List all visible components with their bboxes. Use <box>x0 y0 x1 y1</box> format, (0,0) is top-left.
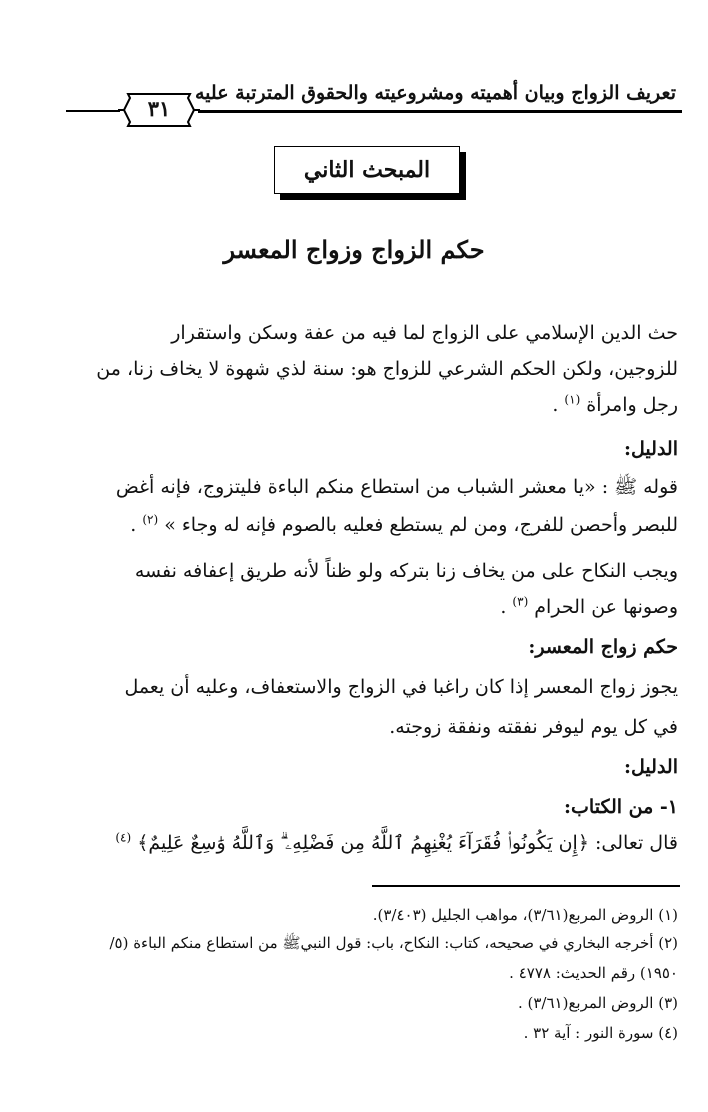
header-rule <box>198 110 682 113</box>
footnote-3: (٣) الروض المربع(٣/٦١) . <box>517 994 678 1012</box>
dalil-heading: الدليل: <box>624 756 678 778</box>
footnote-ref: (٢) <box>142 512 159 527</box>
page-number: ٣١ <box>147 96 171 121</box>
body-line: يجوز زواج المعسر إذا كان راغبا في الزواج والاستعفاف، وعليه أن يعمل <box>124 676 678 698</box>
section-heading: حكم زواج المعسر: <box>528 636 678 658</box>
body-text: . <box>552 394 559 416</box>
footnote-divider <box>372 885 680 887</box>
section-subheading: حكم الزواج وزواج المعسر <box>223 235 485 264</box>
quran-verse: ﴿إِن يَكُونُوا۟ فُقَرَآءَ يُغْنِهِمُ ٱللَّهُ مِن فَضْلِهِۦ ۗ وَٱللَّهُ وَٰسِعٌ عَلِيمٌ﴾ <box>137 832 589 854</box>
body-text: . <box>500 596 507 618</box>
body-text: وصونها عن الحرام <box>534 596 678 618</box>
footnote-4: (٤) سورة النور : آية ٣٢ . <box>523 1024 678 1042</box>
footnote-2-cont: ١٩٥٠) رقم الحديث: ٤٧٧٨ . <box>509 964 678 982</box>
footnote-ref: (٣) <box>512 594 529 609</box>
verse-intro: قال تعالى: <box>595 832 678 854</box>
body-line-footnoted <box>28 390 678 420</box>
body-line: للزوجين، ولكن الحكم الشرعي للزواج هو: سنة لذي شهوة لا يخاف زنا، من <box>96 358 678 380</box>
footnote-1: (١) الروض المربع(٣/٦١)، مواهب الجليل (٣/٤٠٣). <box>372 906 678 924</box>
footnote-ref: (١) <box>564 392 581 407</box>
body-text: . <box>130 514 137 536</box>
body-line: قوله ﷺ : «يا معشر الشباب من استطاع منكم الباءة فليتزوج، فإنه أغض <box>115 476 678 498</box>
body-line-footnoted <box>28 592 678 622</box>
verse-line <box>28 828 678 858</box>
list-item-heading: ١- من الكتاب: <box>564 796 678 818</box>
body-line-footnoted <box>28 510 678 540</box>
body-text: رجل وامرأة <box>586 394 678 416</box>
footnote-2: (٢) أخرجه البخاري في صحيحه، كتاب: النكاح، باب: قول النبيﷺ من استطاع منكم الباءة (٥/ <box>109 934 678 952</box>
body-line: في كل يوم ليوفر نفقته ونفقة زوجته. <box>389 716 678 738</box>
header-rule-left <box>66 110 120 112</box>
body-line: ويجب النكاح على من يخاف زنا بتركه ولو ظناً لأنه طريق إعفافه نفسه <box>134 560 678 582</box>
body-text: للبصر وأحصن للفرج، ومن لم يستطع فعليه بالصوم فإنه له وجاء » <box>164 514 678 536</box>
running-title: تعريف الزواج وبيان أهميته ومشروعيته والحقوق المترتبة عليه <box>195 82 676 104</box>
body-line: حث الدين الإسلامي على الزواج لما فيه من عفة وسكن واستقرار <box>171 322 678 344</box>
dalil-heading: الدليل: <box>624 438 678 460</box>
footnote-ref: (٤) <box>115 830 132 845</box>
section-title-box: المبحث الثاني <box>274 146 460 194</box>
